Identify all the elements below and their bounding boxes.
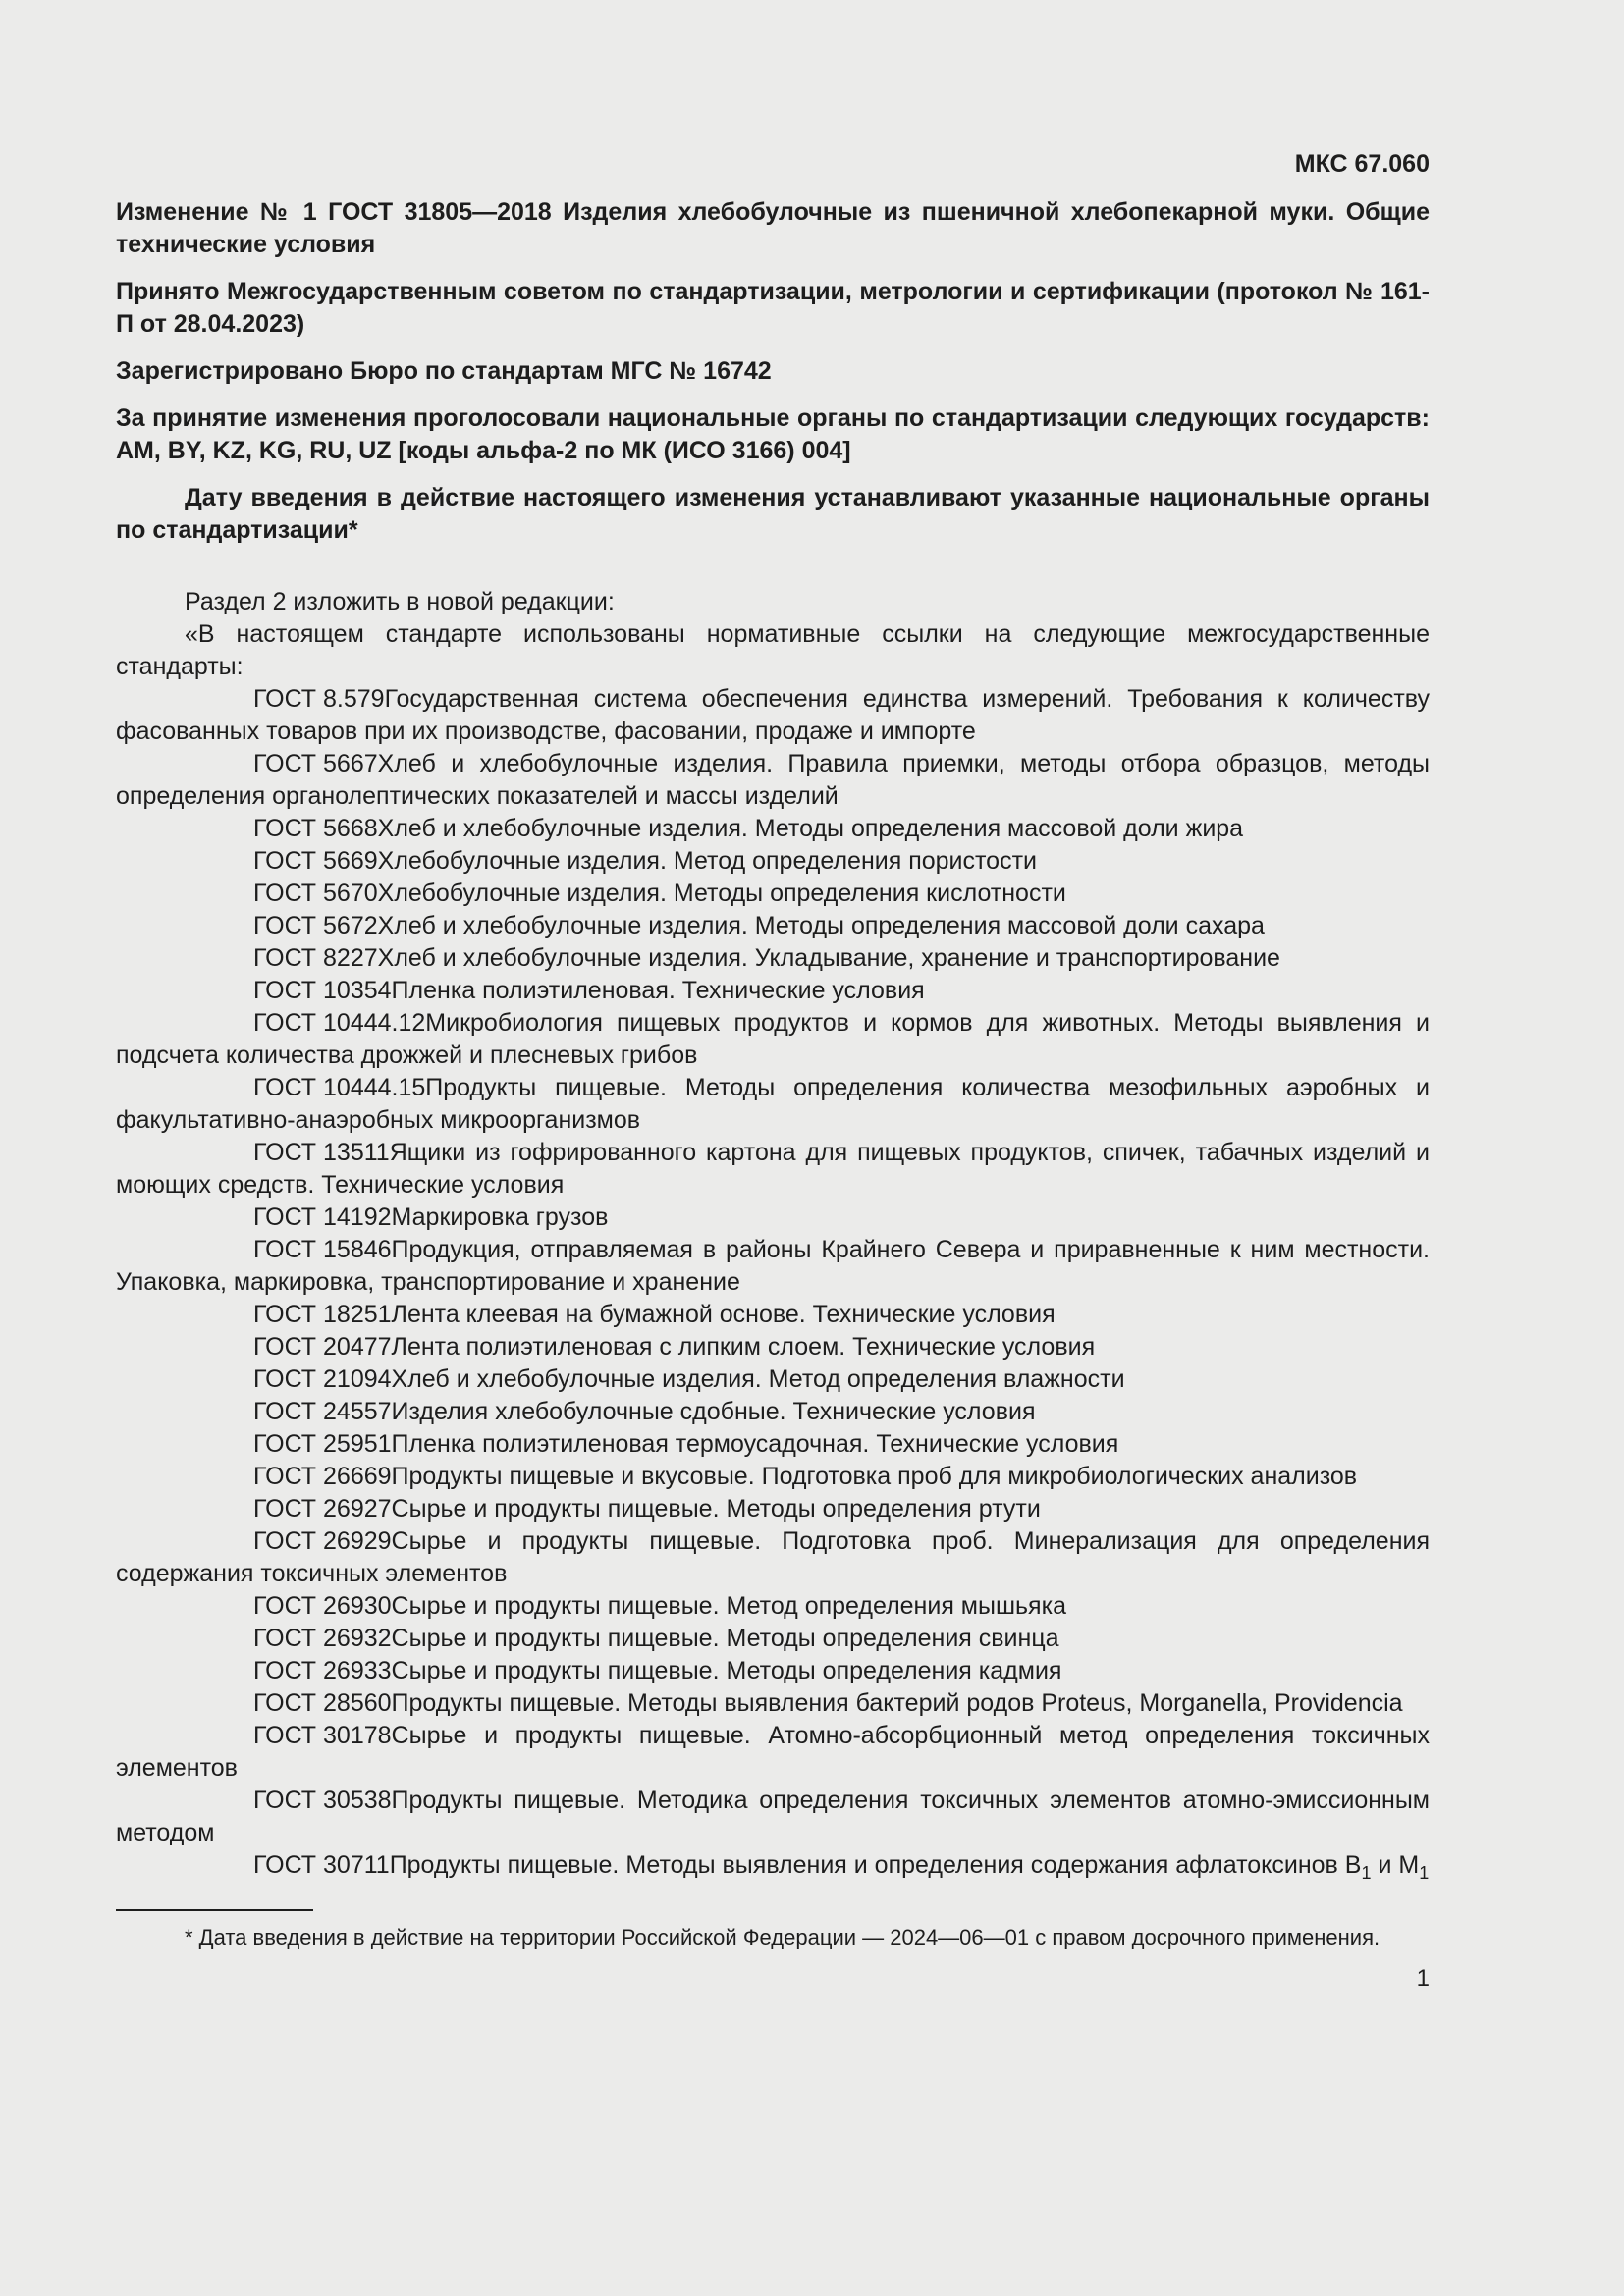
reference-title: Сырье и продукты пищевые. Подготовка проб. Минерализация для определения содержания токсичных элементов [116,1527,1430,1587]
reference-item [116,1687,1430,1720]
reference-item [116,1072,1430,1137]
reference-code: ГОСТ 26933 [253,1657,392,1684]
reference-item [116,1331,1430,1363]
reference-title: Продукты пищевые. Методы определения количества мезофильных аэробных и факультативно-анаэробных микроорганизмов [116,1074,1430,1134]
reference-code: ГОСТ 28560 [253,1689,392,1717]
reference-title: Изделия хлебобулочные сдобные. Технические условия [391,1398,1036,1425]
reference-code: ГОСТ 26929 [253,1527,392,1555]
reference-item [116,942,1430,975]
page-content [116,147,1430,1994]
reference-item [116,1299,1430,1331]
reference-code: ГОСТ 5669 [253,847,378,875]
reference-title: Продукты пищевые. Методы выявления бактерий родов Proteus, Morganella, Providencia [391,1689,1403,1717]
reference-code: ГОСТ 5667 [253,750,378,777]
reference-title: Пленка полиэтиленовая. Технические условия [391,977,925,1004]
reference-item [116,1007,1430,1072]
reference-item [116,1849,1430,1882]
reference-item [116,1363,1430,1396]
reference-title: Продукты пищевые и вкусовые. Подготовка проб для микробиологических анализов [391,1463,1358,1490]
reference-item [116,1461,1430,1493]
reference-title: Сырье и продукты пищевые. Атомно-абсорбционный метод определения токсичных элементов [116,1722,1430,1782]
reference-title: Сырье и продукты пищевые. Методы определения ртути [391,1495,1041,1522]
reference-title: Ящики из гофрированного картона для пищевых продуктов, спичек, табачных изделий и моющих средств. Технические условия [116,1139,1430,1199]
reference-title: Хлеб и хлебобулочные изделия. Методы определения массовой доли сахара [377,912,1265,939]
registration: Зарегистрировано Бюро по стандартам МГС № 16742 [116,357,772,385]
reference-title: Сырье и продукты пищевые. Метод определения мышьяка [391,1592,1066,1620]
reference-item [116,1525,1430,1590]
reference-title: Лента клеевая на бумажной основе. Технические условия [391,1301,1056,1328]
reference-code: ГОСТ 24557 [253,1398,392,1425]
reference-item [116,1234,1430,1299]
reference-code: ГОСТ 30538 [253,1787,392,1814]
reference-item [116,910,1430,942]
reference-item [116,1785,1430,1849]
reference-list [116,683,1430,1849]
reference-title: Сырье и продукты пищевые. Методы определения свинца [391,1625,1059,1652]
reference-code: ГОСТ 14192 [253,1203,392,1231]
reference-code: ГОСТ 15846 [253,1236,392,1263]
reference-title: Государственная система обеспечения единства измерений. Требования к количеству фасованных товаров при их производстве, фасовании, продаже и импорте [116,685,1430,745]
aflatoxin-b: $В_1$ [1344,1851,1372,1883]
reference-code: ГОСТ 10444.15 [253,1074,426,1101]
reference-code: ГОСТ 26930 [253,1592,392,1620]
references-preamble: «В настоящем стандарте использованы нормативные ссылки на следующие межгосударственные стандарты: [116,620,1430,680]
reference-item [116,813,1430,845]
reference-code: ГОСТ 21094 [253,1365,392,1393]
reference-code: ГОСТ 13511 [253,1139,390,1166]
reference-title: Маркировка грузов [391,1203,609,1231]
reference-code: ГОСТ 20477 [253,1333,392,1361]
reference-title: Лента полиэтиленовая с липким слоем. Технические условия [391,1333,1096,1361]
reference-title: Микробиология пищевых продуктов и кормов для животных. Методы выявления и подсчета количества дрожжей и плесневых грибов [116,1009,1430,1069]
reference-title: Хлеб и хлебобулочные изделия. Укладывание, хранение и транспортирование [377,944,1280,972]
reference-code: ГОСТ 30711 [253,1851,390,1879]
reference-item [116,1493,1430,1525]
amendment-body [116,586,1430,1882]
reference-title: Хлеб и хлебобулочные изделия. Правила приемки, методы отбора образцов, методы определения органолептических показателей и массы изделий [116,750,1430,810]
reference-code: ГОСТ 26932 [253,1625,392,1652]
reference-item [116,1655,1430,1687]
reference-code: ГОСТ 26669 [253,1463,392,1490]
footnote-divider [116,1909,313,1911]
reference-code: ГОСТ 5672 [253,912,378,939]
reference-title: Продукция, отправляемая в районы Крайнего Севера и приравненные к ним местности. Упаковка, маркировка, транспортирование и хранение [116,1236,1430,1296]
reference-item [116,878,1430,910]
reference-title: Хлеб и хлебобулочные изделия. Метод определения влажности [391,1365,1125,1393]
reference-code: ГОСТ 5668 [253,815,378,842]
reference-title: Хлебобулочные изделия. Методы определения кислотности [377,880,1066,907]
aflatoxin-m: $М_1$ [1398,1851,1430,1883]
reference-title: Продукты пищевые. Методика определения токсичных элементов атомно-эмиссионным методом [116,1787,1430,1846]
reference-code: ГОСТ 10354 [253,977,392,1004]
reference-item [116,1137,1430,1201]
reference-title: Хлебобулочные изделия. Метод определения пористости [377,847,1038,875]
conjunction: и [1378,1851,1392,1879]
reference-title: Сырье и продукты пищевые. Методы определения кадмия [391,1657,1062,1684]
reference-code: ГОСТ 10444.12 [253,1009,426,1037]
page-number: 1 [1416,1965,1430,1992]
reference-title: Хлеб и хлебобулочные изделия. Методы определения массовой доли жира [377,815,1244,842]
reference-code: ГОСТ 26927 [253,1495,392,1522]
reference-item [116,1396,1430,1428]
reference-item [116,748,1430,813]
reference-item [116,1590,1430,1623]
reference-item [116,845,1430,878]
reference-title: Продукты пищевые. Методы выявления и определения содержания афлатоксинов [389,1851,1338,1879]
reference-code: ГОСТ 8.579 [253,685,385,713]
voting-states: За принятие изменения проголосовали национальные органы по стандартизации следующих государств: AM, BY, KZ, KG, RU, UZ [коды альфа-2 по МК (ИСО 3166) 004] [116,404,1430,464]
reference-code: ГОСТ 30178 [253,1722,392,1749]
effective-date-note: Дату введения в действие настоящего изменения устанавливают указанные национальные органы по стандартизации* [116,484,1430,544]
adopted-by: Принято Межгосударственным советом по стандартизации, метрологии и сертификации (протокол № 161-П от 28.04.2023) [116,278,1430,338]
reference-item [116,1428,1430,1461]
reference-item [116,683,1430,748]
reference-item [116,1720,1430,1785]
reference-code: ГОСТ 8227 [253,944,378,972]
reference-item [116,1201,1430,1234]
reference-code: ГОСТ 25951 [253,1430,392,1458]
reference-code: ГОСТ 18251 [253,1301,392,1328]
classification-code: МКС 67.060 [1294,150,1430,178]
reference-title: Пленка полиэтиленовая термоусадочная. Технические условия [391,1430,1119,1458]
amendment-title: Изменение № 1 ГОСТ 31805—2018 Изделия хлебобулочные из пшеничной хлебопекарной муки. Общие технические условия [116,198,1430,258]
reference-item [116,975,1430,1007]
reference-code: ГОСТ 5670 [253,880,378,907]
footnote: * Дата введения в действие на территории Российской Федерации — 2024—06—01 с правом досрочного применения. [185,1925,1380,1949]
reference-item [116,1623,1430,1655]
section-intro: Раздел 2 изложить в новой редакции: [185,588,615,615]
